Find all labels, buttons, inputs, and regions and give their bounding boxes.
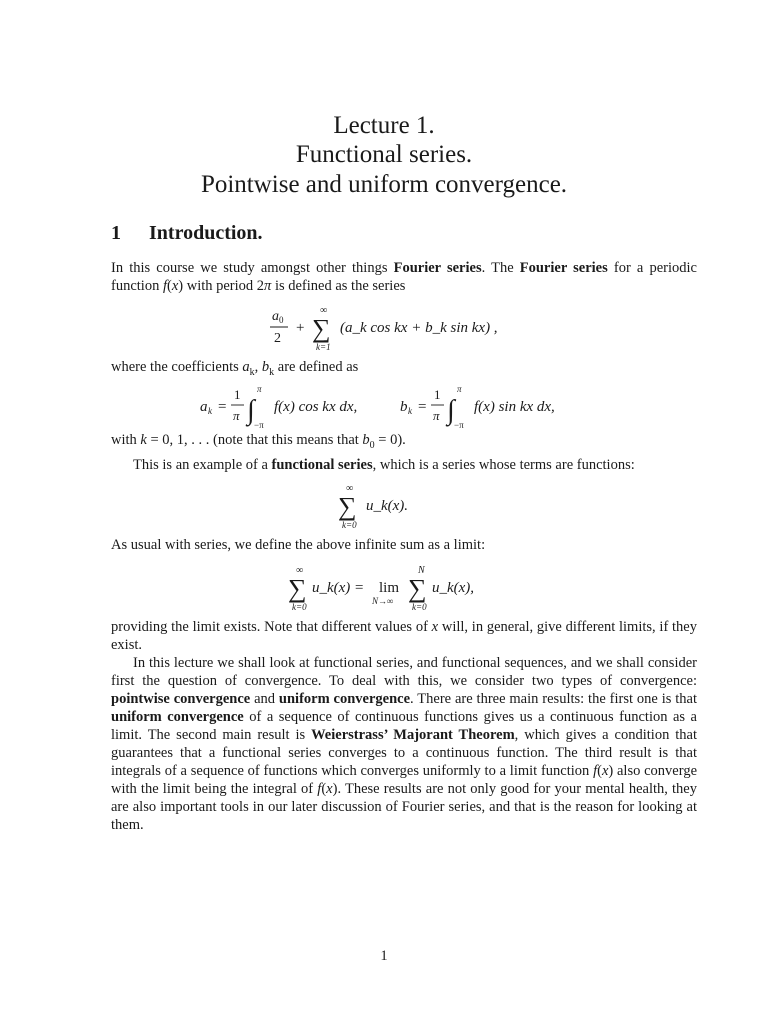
paragraph-intro: In this course we study amongst other things Fourier series. The Fourier series for a periodic function f(x) with period 2π is defined as the series bbox=[111, 260, 697, 294]
svg-text:1: 1 bbox=[434, 387, 441, 402]
equation-series bbox=[0, 482, 768, 532]
svg-text:lim: lim bbox=[379, 580, 400, 596]
svg-text:N→∞: N→∞ bbox=[372, 596, 394, 606]
svg-text:k=0: k=0 bbox=[342, 520, 357, 530]
svg-text:=: = bbox=[418, 399, 427, 415]
svg-text:∫: ∫ bbox=[447, 395, 455, 426]
lecture-title: Lecture 1. bbox=[333, 112, 435, 139]
svg-text:u_k(x).: u_k(x). bbox=[366, 498, 409, 514]
svg-text:π: π bbox=[457, 384, 462, 394]
svg-text:π: π bbox=[257, 384, 262, 394]
svg-text:k=0: k=0 bbox=[292, 602, 307, 612]
equation-coefficients bbox=[0, 383, 768, 431]
svg-text:π: π bbox=[433, 408, 440, 423]
svg-text:−π: −π bbox=[254, 420, 264, 430]
svg-text:∑: ∑ bbox=[312, 314, 331, 343]
section-number: 1 bbox=[111, 222, 121, 244]
svg-text:π: π bbox=[233, 408, 240, 423]
svg-text:−π: −π bbox=[454, 420, 464, 430]
paragraph-k-values: with k = 0, 1, . . . (note that this means that $b_0 = 0$). bbox=[111, 432, 406, 451]
svg-text:u_k(x) =: u_k(x) = bbox=[312, 580, 365, 596]
section-heading bbox=[111, 221, 263, 245]
equation-fourier-series bbox=[0, 305, 768, 353]
svg-text:k=1: k=1 bbox=[316, 342, 331, 352]
page-number: 1 bbox=[380, 948, 388, 964]
paragraph-lecture-overview: In this lecture we shall look at functional series, and functional sequences, and we shall consider first the question of convergence. To deal with this, we consider two types of convergence: pointwise convergence and uniform convergence. There are three main results: the first one is that uniform convergence of a sequence of continuous functions gives us a continuous function as a limit. The second main result is Weierstrass’ Majorant Theorem, which gives a condition that guarantees that a functional series converges to a continuous function. The third result is that integrals of a sequence of functions which converges uniformly to a limit function f(x) also converge with the limit being the integral of f(x). These results are not only good for your mental health, they are also important tools in our later discussion of Fourier series, and that is the reason for looking at them. bbox=[111, 655, 698, 833]
svg-text:k: k bbox=[408, 406, 412, 416]
svg-text:a: a bbox=[272, 309, 279, 324]
svg-text:∞: ∞ bbox=[320, 305, 328, 316]
svg-text:+: + bbox=[296, 320, 305, 336]
svg-text:∞: ∞ bbox=[346, 483, 354, 494]
svg-text:=: = bbox=[218, 399, 227, 415]
svg-text:b: b bbox=[400, 399, 408, 415]
svg-text:N: N bbox=[418, 565, 425, 576]
equation-limit bbox=[0, 563, 768, 615]
svg-text:2: 2 bbox=[274, 331, 281, 346]
svg-text:f(x) cos kx dx,: f(x) cos kx dx, bbox=[274, 399, 358, 415]
paragraph-limit-exists: providing the limit exists. Note that different values of x will, in general, give different limits, if they exist. bbox=[111, 619, 697, 653]
svg-text:a: a bbox=[200, 399, 208, 415]
svg-text:(a_k cos kx + b_k sin kx) ,: (a_k cos kx + b_k sin kx) , bbox=[340, 320, 498, 336]
svg-text:∫: ∫ bbox=[247, 395, 255, 426]
svg-text:f(x) sin kx dx,: f(x) sin kx dx, bbox=[474, 399, 555, 415]
svg-text:∞: ∞ bbox=[296, 565, 304, 576]
lecture-subtitle-2: Pointwise and uniform convergence. bbox=[200, 171, 568, 198]
paragraph-limit-intro: As usual with series, we define the above infinite sum as a limit: bbox=[111, 537, 486, 553]
svg-text:∑: ∑ bbox=[288, 574, 307, 603]
section-title: Introduction. bbox=[149, 222, 263, 244]
paragraph-functional-series: This is an example of a functional series, which is a series whose terms are functions: bbox=[133, 457, 635, 473]
svg-text:u_k(x),: u_k(x), bbox=[432, 580, 475, 596]
lecture-subtitle-1: Functional series. bbox=[295, 141, 473, 168]
svg-text:0: 0 bbox=[279, 315, 284, 325]
svg-text:∑: ∑ bbox=[338, 492, 357, 521]
svg-text:∑: ∑ bbox=[408, 574, 427, 603]
paragraph-coefficients: where the coefficients $a_k$, $b_k$ are defined as bbox=[111, 359, 359, 378]
svg-text:k: k bbox=[208, 406, 212, 416]
svg-text:1: 1 bbox=[234, 387, 241, 402]
svg-text:k=0: k=0 bbox=[412, 602, 427, 612]
